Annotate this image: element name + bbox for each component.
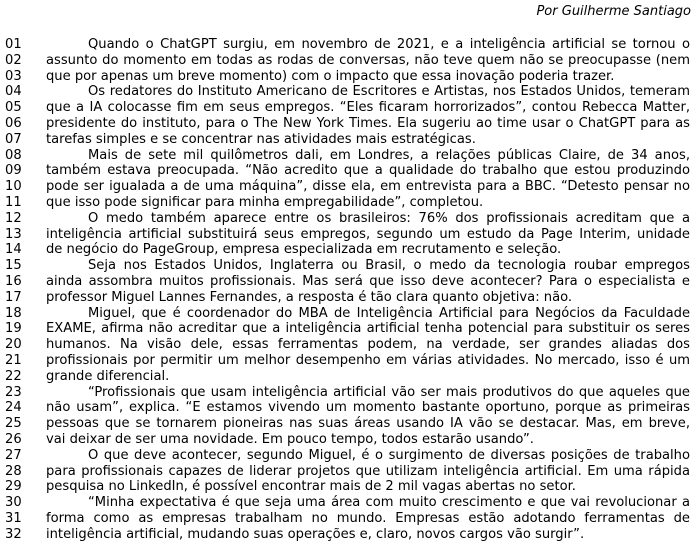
- line-text: “Profissionais que usam inteligência artificial vão ser mais produtivos do que aqueles que: [88, 384, 690, 400]
- numbered-text-body: [0, 37, 699, 543]
- line-number: 01: [5, 37, 22, 52]
- line-text: inteligência artificial substituirá seus empregos, segundo um estudo da Page Interim, unidade: [46, 226, 690, 242]
- line-text: pode ser igualada a de uma máquina”, disse ela, em entrevista para a BBC. “Detesto pensar no: [46, 179, 690, 195]
- line-text: ainda assombra muitos profissionais. Mas será que isso deve acontecer? Para o especialista e: [46, 273, 690, 289]
- author-byline: Por Guilherme Santiago: [536, 4, 691, 19]
- text-line: [0, 527, 699, 543]
- text-line: [0, 464, 699, 480]
- line-text: que isso pode significar para minha empregabilidade”, completou.: [46, 194, 484, 210]
- text-line: [0, 321, 699, 337]
- line-number: 10: [5, 179, 22, 195]
- line-number: 21: [5, 352, 22, 368]
- text-line: [0, 163, 699, 179]
- line-number: 08: [5, 147, 22, 163]
- line-number: 12: [5, 210, 22, 226]
- line-number: 02: [5, 52, 22, 68]
- line-number: 06: [5, 115, 22, 131]
- line-number: 19: [5, 321, 22, 337]
- line-text: “Minha expectativa é que seja uma área com muito crescimento e que vai revolucionar a: [88, 495, 690, 511]
- line-text: forma como as empresas trabalham no mundo. Empresas estão adotando ferramentas de: [46, 510, 690, 526]
- line-text: assunto do momento em todas as rodas de conversas, não teve quem não se preocupasse (nem: [46, 52, 690, 68]
- line-number: 09: [5, 163, 22, 179]
- text-line: [0, 84, 699, 100]
- text-line: [0, 385, 699, 401]
- line-number: 15: [5, 258, 22, 274]
- line-text: Mais de sete mil quilômetros dali, em Londres, a relações públicas Claire, de 34 anos,: [88, 147, 690, 163]
- text-line: [0, 511, 699, 527]
- line-number: 16: [5, 273, 22, 289]
- line-number: 18: [5, 305, 22, 321]
- line-number: 32: [5, 526, 22, 542]
- text-line: [0, 132, 699, 148]
- line-text: que por apenas um breve momento) com o impacto que essa inovação poderia trazer.: [46, 68, 615, 84]
- text-line: [0, 337, 699, 353]
- line-number: 31: [5, 510, 22, 526]
- line-number: 17: [5, 289, 22, 305]
- line-text: tarefas simples e se concentrar nas atividades mais estratégicas.: [46, 131, 476, 147]
- line-text: presidente do instituto, para o The New York Times. Ela sugeriu ao time usar o ChatGPT para as: [46, 115, 690, 131]
- line-text: profissionais por permitir um melhor desempenho em várias atividades. No mercado, isso é um: [46, 352, 690, 368]
- line-text: para profissionais capazes de liderar projetos que utilizam inteligência artificial. Em uma rápida: [46, 463, 690, 479]
- line-number: 22: [5, 368, 22, 384]
- line-number: 07: [5, 131, 22, 147]
- text-line: [0, 179, 699, 195]
- line-text: Miguel, que é coordenador do MBA de Inteligência Artificial para Negócios da Faculdade: [88, 305, 690, 321]
- line-number: 26: [5, 431, 22, 447]
- text-line: [0, 432, 699, 448]
- text-line: [0, 195, 699, 211]
- line-text: humanos. Na visão dele, essas ferramentas podem, na verdade, ser grandes aliadas dos: [46, 337, 690, 353]
- line-number: 14: [5, 242, 22, 258]
- line-text: Quando o ChatGPT surgiu, em novembro de 2021, e a inteligência artificial se tornou o: [88, 37, 690, 52]
- line-text: Os redatores do Instituto Americano de Escritores e Artistas, nos Estados Unidos, temeram: [88, 84, 690, 100]
- line-text: Seja nos Estados Unidos, Inglaterra ou Brasil, o medo da tecnologia roubar empregos: [88, 258, 690, 274]
- line-number: 29: [5, 479, 22, 495]
- line-text: também estava preocupada. “Não acredito que a qualidade do trabalho que estou produzindo: [46, 163, 690, 179]
- line-number: 23: [5, 384, 22, 400]
- text-line: [0, 242, 699, 258]
- line-text: pesquisa no LinkedIn, é possível encontrar mais de 2 mil vagas abertas no setor.: [46, 479, 576, 495]
- line-text: de negócio do PageGroup, empresa especializada em recrutamento e seleção.: [46, 242, 562, 258]
- line-text: O que deve acontecer, segundo Miguel, é o surgimento de diversas posições de trabalho: [88, 447, 690, 463]
- line-text: EXAME, afirma não acreditar que a inteligência artificial tenha potencial para substituir os seres: [46, 321, 690, 337]
- text-line: [0, 53, 699, 69]
- line-number: 11: [5, 194, 22, 210]
- text-line: [0, 416, 699, 432]
- text-line: [0, 37, 699, 53]
- text-line: [0, 211, 699, 227]
- text-line: [0, 495, 699, 511]
- line-text: inteligência artificial, mudando suas operações e, claro, novos cargos vão surgir”.: [46, 526, 585, 542]
- line-text: que a IA colocasse fim em seus empregos. “Eles ficaram horrorizados”, contou Rebecca Matter,: [46, 100, 690, 116]
- text-line: [0, 116, 699, 132]
- line-number: 13: [5, 226, 22, 242]
- text-line: [0, 400, 699, 416]
- text-line: [0, 100, 699, 116]
- line-number: 20: [5, 337, 22, 353]
- line-number: 05: [5, 100, 22, 116]
- line-text: pessoas que se tornarem pioneiras nas suas áreas usando IA vão se destacar. Mas, em breve,: [46, 416, 690, 432]
- text-line: [0, 274, 699, 290]
- text-line: [0, 258, 699, 274]
- line-number: 27: [5, 447, 22, 463]
- line-number: 28: [5, 463, 22, 479]
- line-number: 30: [5, 495, 22, 511]
- text-line: [0, 369, 699, 385]
- line-text: vai deixar de ser uma novidade. Em pouco tempo, todos estarão usando”.: [46, 431, 534, 447]
- text-line: [0, 290, 699, 306]
- text-line: [0, 227, 699, 243]
- text-line: [0, 69, 699, 85]
- line-text: não usam”, explica. “E estamos vivendo um momento bastante oportuno, porque as primeiras: [46, 400, 690, 416]
- line-number: 25: [5, 416, 22, 432]
- text-line: [0, 148, 699, 164]
- line-number: 24: [5, 400, 22, 416]
- line-text: professor Miguel Lannes Fernandes, a resposta é tão clara quanto objetiva: não.: [46, 289, 573, 305]
- line-number: 04: [5, 84, 22, 100]
- text-line: [0, 448, 699, 464]
- text-line: [0, 353, 699, 369]
- line-text: grande diferencial.: [46, 368, 170, 384]
- line-number: 03: [5, 68, 22, 84]
- text-line: [0, 479, 699, 495]
- line-text: O medo também aparece entre os brasileiros: 76% dos profissionais acreditam que a: [88, 210, 690, 226]
- text-line: [0, 306, 699, 322]
